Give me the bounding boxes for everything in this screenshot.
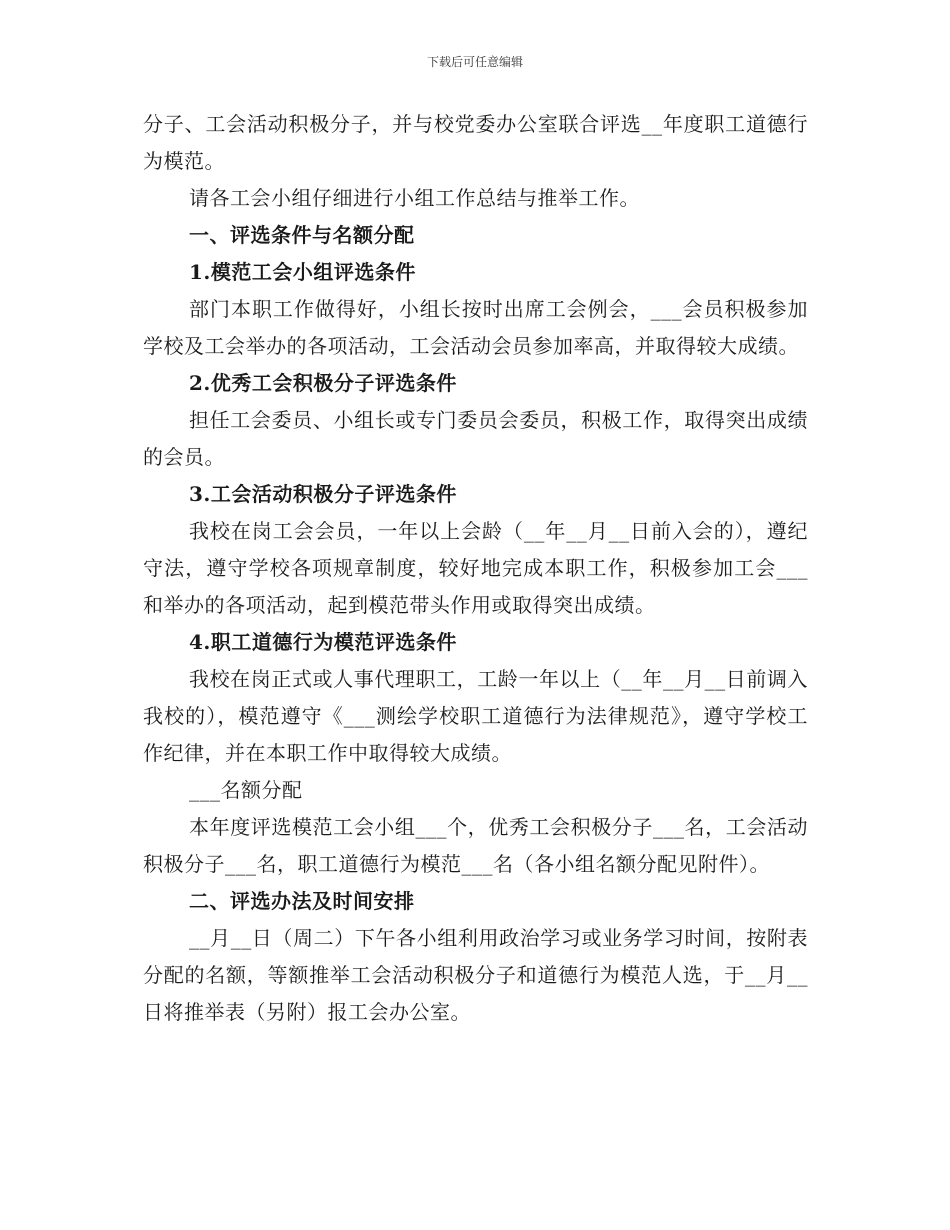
paragraph: 部门本职工作做得好，小组长按时出席工会例会，___会员积极参加学校及工会举办的各项活动，工会活动会员参加率高，并取得较大成绩。: [143, 297, 808, 358]
subsection-heading: 2.优秀工会积极分子评选条件: [189, 371, 457, 395]
subsection-heading: 3.工会活动积极分子评选条件: [189, 482, 457, 506]
paragraph: 分子、工会活动积极分子，并与校党委办公室联合评选__年度职工道德行为模范。: [143, 112, 808, 173]
paragraph: 我校在岗工会会员，一年以上会龄（__年__月__日前入会的），遵纪守法，遵守学校各项规章制度，较好地完成本职工作，积极参加工会___和举办的各项活动，起到模范带头作用或取得突出成绩。: [143, 519, 808, 617]
section-heading: 一、评选条件与名额分配: [189, 223, 415, 247]
paragraph: 担任工会委员、小组长或专门委员会委员，积极工作，取得突出成绩的会员。: [143, 408, 808, 469]
paragraph: ___名额分配: [189, 778, 303, 802]
paragraph: 本年度评选模范工会小组___个，优秀工会积极分子___名，工会活动积极分子___名，职工道德行为模范___名（各小组名额分配见附件）。: [143, 815, 808, 876]
paragraph: 请各工会小组仔细进行小组工作总结与推举工作。: [189, 186, 640, 210]
subsection-heading: 1.模范工会小组评选条件: [189, 260, 416, 284]
subsection-heading: 4.职工道德行为模范评选条件: [189, 630, 457, 654]
page-header: 下载后可任意编辑: [426, 55, 523, 69]
paragraph: 我校在岗正式或人事代理职工，工龄一年以上（__年__月__日前调入我校的），模范遵守《___测绘学校职工道德行为法律规范》，遵守学校工作纪律，并在本职工作中取得较大成绩。: [143, 667, 808, 765]
section-heading: 二、评选办法及时间安排: [189, 889, 415, 913]
paragraph: __月__日（周二）下午各小组利用政治学习或业务学习时间，按附表分配的名额，等额推举工会活动积极分子和道德行为模范人选，于__月__日将推举表（另附）报工会办公室。: [143, 926, 808, 1024]
document-body: [143, 106, 808, 1031]
